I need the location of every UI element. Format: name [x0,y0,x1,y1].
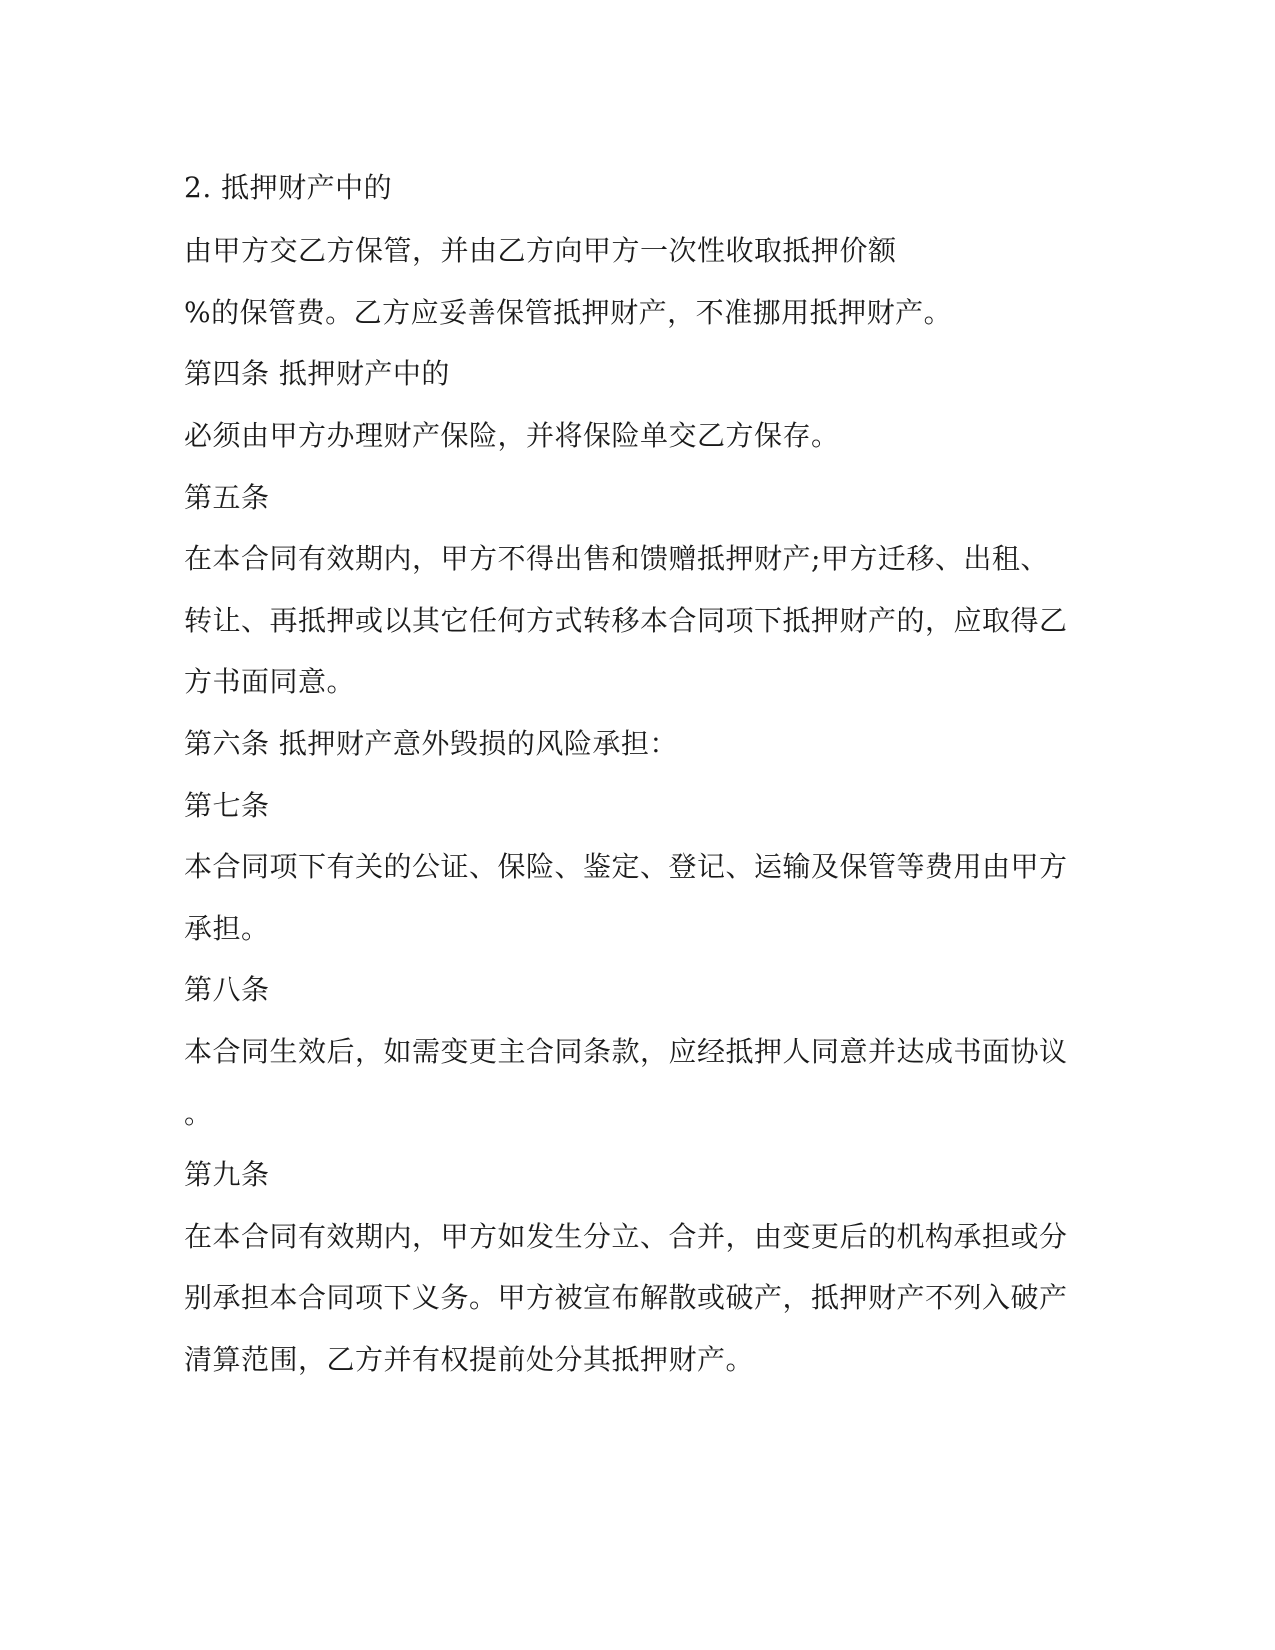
text-line: 本合同生效后，如需变更主合同条款，应经抵押人同意并达成书面协议 [184,1035,1068,1068]
text-line: 本合同项下有关的公证、保险、鉴定、登记、运输及保管等费用由甲方 [184,850,1068,883]
text-line: 。 [184,1097,213,1130]
text-line: %的保管费。乙方应妥善保管抵押财产，不准挪用抵押财产。 [184,296,953,329]
article-heading: 第九条 [184,1158,270,1191]
article-heading: 第六条 抵押财产意外毁损的风险承担： [184,727,678,760]
article-heading: 第七条 [184,789,270,822]
text-line: 方书面同意。 [184,665,356,698]
text-line: 转让、再抵押或以其它任何方式转移本合同项下抵押财产的，应取得乙 [184,604,1068,637]
text-line: 清算范围，乙方并有权提前处分其抵押财产。 [184,1343,755,1376]
article-heading: 第五条 [184,481,270,514]
text-line: 2. 抵押财产中的 [184,171,393,204]
text-line: 承担。 [184,912,270,945]
text-line: 必须由甲方办理财产保险，并将保险单交乙方保存。 [184,419,840,452]
text-line: 别承担本合同项下义务。甲方被宣布解散或破产，抵押财产不列入破产 [184,1281,1068,1314]
text-line: 由甲方交乙方保管，并由乙方向甲方一次性收取抵押价额 [184,234,897,267]
text-line: 在本合同有效期内，甲方如发生分立、合并，由变更后的机构承担或分 [184,1220,1068,1253]
text-line: 在本合同有效期内，甲方不得出售和馈赠抵押财产;甲方迁移、出租、 [184,542,1049,575]
article-heading: 第四条 抵押财产中的 [184,357,450,390]
article-heading: 第八条 [184,973,270,1006]
